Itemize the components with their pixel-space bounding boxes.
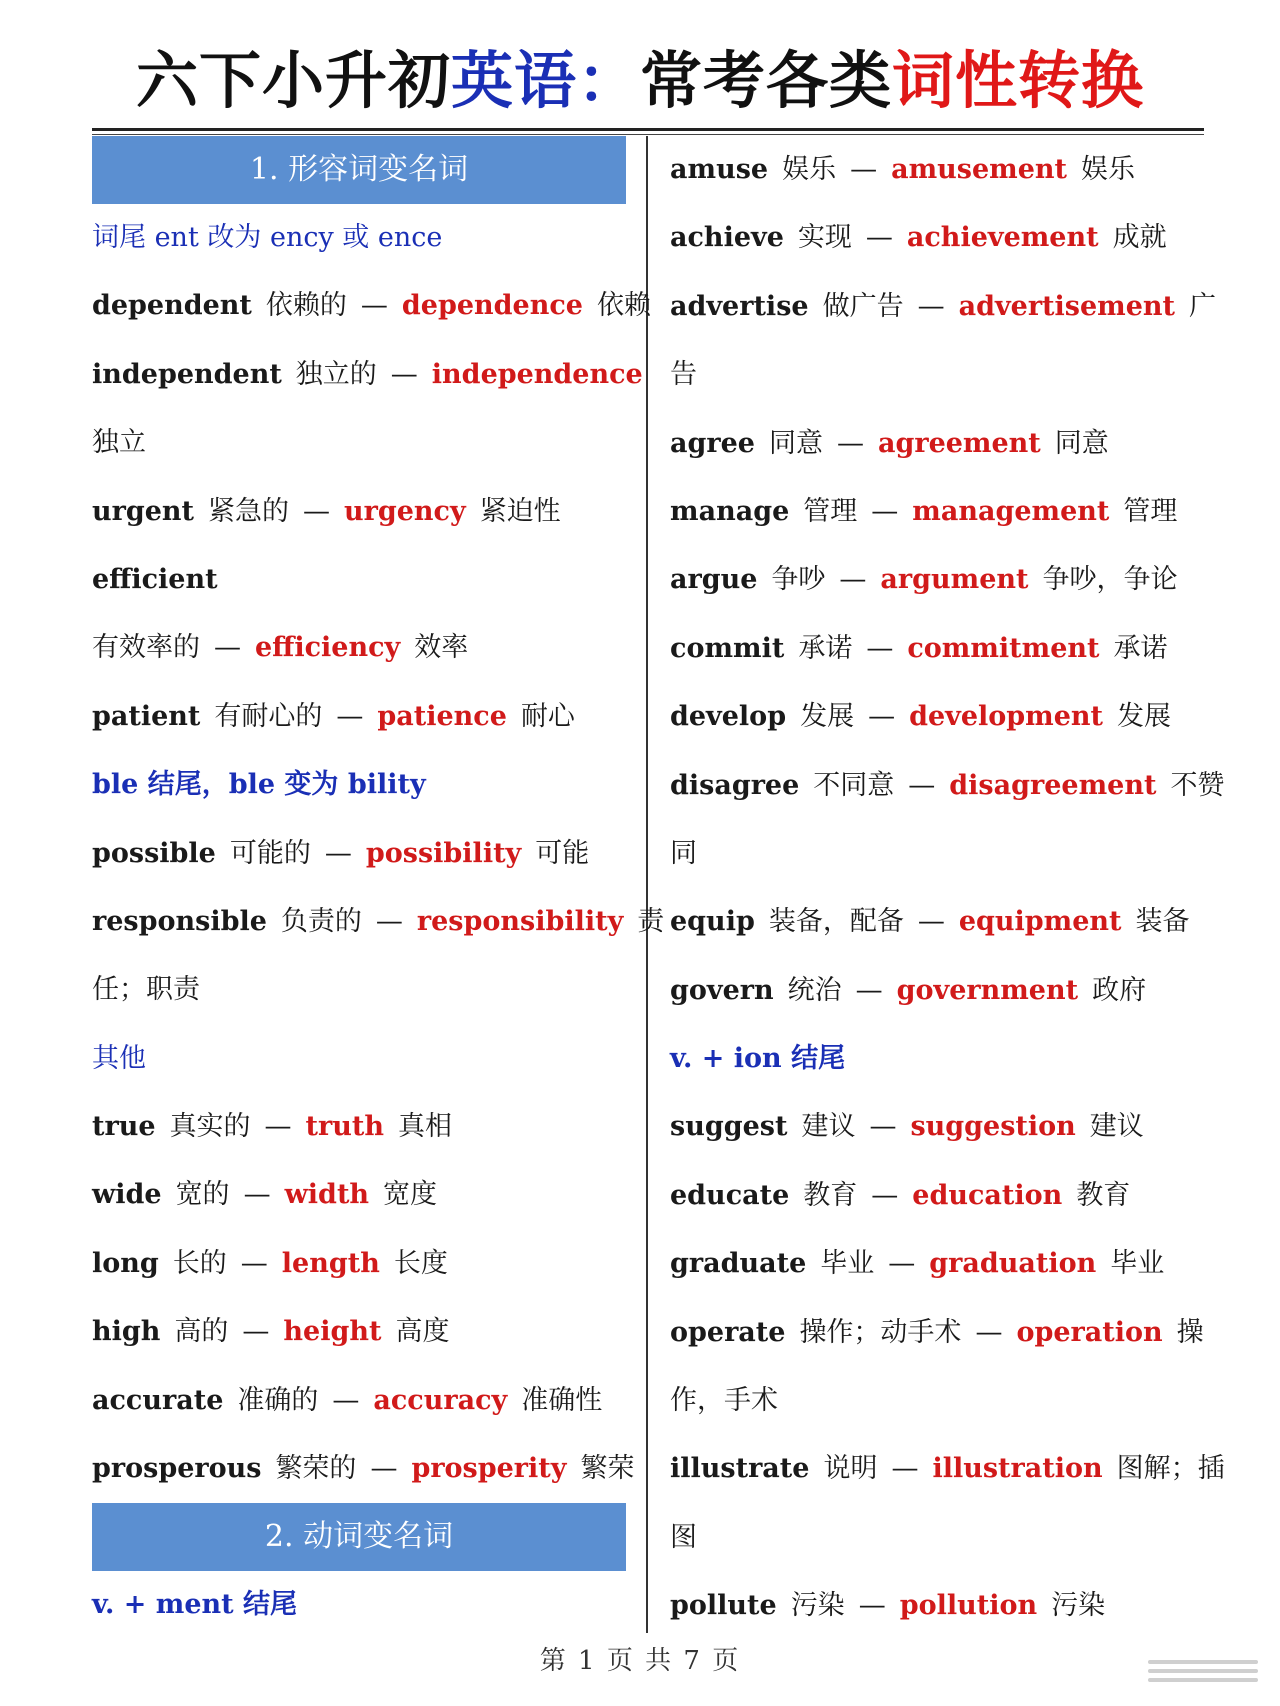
word-en: govern [670, 974, 774, 1006]
derived-word: height [283, 1316, 382, 1348]
wrap-line: 告 [670, 359, 697, 391]
derived-meaning: 争吵，争论 [1042, 564, 1178, 596]
derived-meaning: 教育 [1076, 1179, 1131, 1211]
derived-word: width [284, 1179, 370, 1211]
title-part-2: 英语： [450, 44, 640, 117]
word-zh: 教育 [803, 1179, 858, 1211]
word-en: advertise [670, 290, 809, 322]
derived-word: prosperity [411, 1453, 567, 1485]
section-header: 2. 动词变名词 [92, 1503, 626, 1571]
word-zh: 长的 [172, 1247, 227, 1279]
title-rule [92, 128, 1204, 131]
word-zh: 真实的 [169, 1111, 251, 1143]
derived-meaning: 操 [1176, 1316, 1204, 1348]
rule-subheading: ble 结尾，ble 变为 bility [92, 769, 426, 801]
dash: — [214, 632, 241, 664]
word-en: long [92, 1247, 159, 1279]
word-zh: 做广告 [822, 290, 904, 322]
wrap-line: 同 [670, 837, 697, 869]
word-row [92, 272, 651, 340]
word-en: illustrate [670, 1453, 810, 1485]
word-row [92, 1093, 626, 1161]
derived-word: suggestion [910, 1111, 1076, 1143]
word-en: accurate [92, 1384, 224, 1416]
dash: — [871, 1179, 899, 1211]
right-column [670, 136, 1225, 1641]
wrap-line: 任；职责 [92, 974, 200, 1006]
word-row [92, 341, 643, 409]
word-row [92, 683, 626, 751]
word-zh: 不同意 [813, 769, 895, 801]
word-zh: 依赖的 [265, 290, 347, 322]
dash: — [324, 837, 352, 869]
page-title [0, 38, 1280, 124]
word-row [92, 546, 626, 614]
dash: — [888, 1248, 916, 1280]
word-row [670, 1093, 1210, 1161]
word-en: true [92, 1111, 156, 1143]
derived-word: achievement [906, 222, 1099, 254]
derived-meaning: 耐心 [520, 700, 575, 732]
derived-meaning: 不赞 [1170, 769, 1225, 801]
word-zh: 同意 [768, 427, 823, 459]
dash: — [264, 1111, 292, 1143]
word-zh: 有效率的 [92, 632, 200, 664]
word-en: patient [92, 700, 201, 732]
word-row [92, 1230, 626, 1298]
derived-word: advertisement [958, 290, 1175, 322]
word-en: efficient [92, 563, 218, 595]
derived-meaning: 依赖 [596, 290, 651, 322]
word-zh: 有耐心的 [214, 700, 323, 732]
word-en: equip [670, 906, 755, 938]
dash: — [869, 1111, 897, 1143]
word-row [92, 1161, 626, 1229]
rule-subheading: v. + ment 结尾 [92, 1589, 298, 1621]
word-row [92, 888, 665, 956]
word-row [670, 1230, 1210, 1298]
dash: — [375, 905, 403, 937]
word-en: commit [670, 632, 785, 664]
derived-meaning: 宽度 [383, 1179, 438, 1211]
dash: — [891, 1453, 919, 1485]
derived-word: illustration [932, 1453, 1103, 1485]
word-zh: 说明 [823, 1453, 878, 1485]
derived-word: amusement [891, 154, 1067, 185]
word-row [670, 478, 1210, 546]
derived-word: efficiency [255, 632, 401, 664]
derived-word: dependence [401, 290, 583, 322]
word-zh: 可能的 [229, 837, 311, 869]
dash: — [836, 427, 864, 459]
section-header: 1. 形容词变名词 [92, 136, 626, 204]
derived-word: development [909, 701, 1103, 733]
dash: — [917, 906, 945, 938]
word-en: manage [670, 495, 790, 527]
wrap-line: 图 [670, 1521, 697, 1553]
word-en: agree [670, 427, 755, 459]
word-row [92, 1435, 635, 1503]
derived-meaning: 紧迫性 [479, 495, 561, 527]
derived-meaning: 图解；插 [1116, 1453, 1225, 1485]
word-zh: 操作；动手术 [799, 1316, 962, 1348]
derived-meaning: 承诺 [1113, 632, 1168, 664]
derived-word: responsibility [416, 905, 624, 937]
derived-meaning: 污染 [1051, 1590, 1106, 1622]
word-en: pollute [670, 1590, 777, 1622]
word-row [92, 1298, 626, 1366]
word-row [670, 410, 1210, 478]
word-zh: 发展 [800, 701, 855, 733]
dash: — [303, 495, 331, 527]
word-row [670, 752, 1225, 820]
word-zh: 毕业 [820, 1248, 875, 1280]
derived-word: truth [305, 1111, 384, 1143]
word-row [92, 1367, 626, 1435]
dash: — [243, 1179, 271, 1211]
word-en: prosperous [92, 1453, 262, 1485]
derived-word: length [281, 1247, 380, 1279]
dash: — [858, 1590, 886, 1622]
word-row [92, 478, 626, 546]
word-en: wide [92, 1179, 162, 1211]
word-en: high [92, 1316, 161, 1348]
derived-word: agreement [877, 427, 1041, 459]
dash: — [332, 1384, 360, 1416]
title-part-4: 词性转换 [892, 44, 1145, 117]
derived-word: patience [377, 700, 507, 732]
word-en: disagree [670, 769, 800, 801]
derived-word: equipment [958, 906, 1122, 938]
word-en: independent [92, 358, 282, 390]
derived-word: operation [1016, 1316, 1163, 1348]
word-zh: 实现 [797, 222, 852, 254]
title-rule-thin [92, 134, 1204, 135]
dash: — [871, 495, 899, 527]
dash: — [370, 1453, 398, 1485]
word-en: educate [670, 1179, 790, 1211]
rule-subheading: v. + ion 结尾 [670, 1043, 846, 1075]
derived-meaning: 成就 [1112, 222, 1167, 254]
word-row [670, 1572, 1210, 1640]
derived-meaning: 可能 [535, 837, 590, 869]
derived-meaning: 同意 [1054, 427, 1109, 459]
word-en: suggest [670, 1111, 788, 1143]
word-zh: 承诺 [798, 632, 853, 664]
dash: — [855, 974, 883, 1006]
derived-meaning: 管理 [1123, 495, 1178, 527]
dash: — [240, 1247, 268, 1279]
derived-meaning: 娱乐 [1081, 154, 1135, 185]
dash: — [865, 222, 893, 254]
word-zh: 紧急的 [208, 495, 290, 527]
derived-meaning: 繁荣 [580, 1453, 635, 1485]
derived-word: graduation [929, 1248, 1097, 1280]
derived-word: independence [431, 358, 643, 390]
word-row [670, 1435, 1225, 1503]
derived-meaning: 高度 [395, 1316, 450, 1348]
derived-meaning: 真相 [397, 1111, 452, 1143]
dash: — [975, 1316, 1003, 1348]
wrap-line: 独立 [92, 427, 146, 459]
word-en: possible [92, 837, 216, 869]
word-zh: 建议 [801, 1111, 856, 1143]
word-zh: 污染 [790, 1590, 845, 1622]
word-en: argue [670, 564, 758, 596]
derived-meaning: 准确性 [521, 1384, 603, 1416]
derived-word: disagreement [949, 769, 1157, 801]
derived-word: commitment [907, 632, 1100, 664]
word-row [670, 204, 1210, 272]
derived-meaning: 效率 [414, 632, 469, 664]
wrap-line: 作，手术 [670, 1385, 778, 1417]
derived-meaning: 广 [1189, 290, 1216, 322]
title-part-1: 六下小升初 [135, 44, 451, 117]
word-zh: 负责的 [280, 905, 362, 937]
derived-meaning: 装备 [1135, 906, 1190, 938]
page-footer: 第 1 页 共 7 页 [539, 1646, 741, 1676]
word-zh: 管理 [803, 495, 858, 527]
left-column [92, 136, 665, 1640]
word-row [670, 683, 1210, 751]
word-en: responsible [92, 905, 267, 937]
derived-meaning: 毕业 [1110, 1248, 1165, 1280]
derived-meaning: 建议 [1089, 1111, 1144, 1143]
word-row [670, 136, 1210, 204]
derived-meaning: 政府 [1092, 974, 1147, 1006]
rule-subheading: 其他 [92, 1042, 146, 1074]
rule-subheading: 词尾 ent 改为 ency 或 ence [92, 222, 443, 253]
word-en: operate [670, 1316, 786, 1348]
dash: — [868, 701, 896, 733]
word-row [670, 615, 1210, 683]
word-row [670, 957, 1210, 1025]
word-zh: 娱乐 [782, 154, 837, 185]
word-zh: 繁荣的 [275, 1453, 357, 1485]
column-divider [646, 136, 648, 1633]
word-zh: 独立的 [295, 358, 377, 390]
derived-word: argument [880, 564, 1029, 596]
dash: — [839, 564, 867, 596]
watermark-lines-icon [1148, 1655, 1258, 1685]
derived-word: possibility [365, 837, 522, 869]
derived-word: management [912, 495, 1110, 527]
derived-word: pollution [899, 1590, 1038, 1622]
dash: — [866, 632, 894, 664]
word-en: develop [670, 701, 787, 733]
dash: — [917, 290, 945, 322]
word-zh: 装备，配备 [768, 906, 904, 938]
dash: — [360, 290, 388, 322]
word-en: amuse [670, 154, 769, 185]
word-zh: 宽的 [175, 1179, 230, 1211]
dash: — [242, 1316, 270, 1348]
word-zh: 统治 [787, 974, 842, 1006]
word-en: dependent [92, 290, 252, 322]
word-zh: 准确的 [237, 1384, 319, 1416]
word-row [670, 1299, 1210, 1367]
derived-word: urgency [344, 495, 466, 527]
dash: — [850, 154, 878, 185]
word-row [670, 273, 1216, 341]
dash: — [336, 700, 364, 732]
derived-word: accuracy [373, 1384, 508, 1416]
word-en: urgent [92, 495, 195, 527]
word-en: achieve [670, 222, 784, 254]
word-zh: 高的 [174, 1316, 229, 1348]
word-row [670, 546, 1210, 614]
word-row [670, 888, 1210, 956]
dash: — [390, 358, 418, 390]
derived-word: education [912, 1179, 1063, 1211]
derived-word: government [896, 974, 1079, 1006]
derived-meaning: 发展 [1117, 701, 1171, 733]
derived-meaning: 责 [637, 905, 665, 937]
word-en: graduate [670, 1248, 807, 1280]
word-row [670, 1162, 1210, 1230]
word-zh: 争吵 [771, 564, 826, 596]
title-part-3: 常考各类 [640, 44, 893, 117]
derived-meaning: 长度 [393, 1247, 448, 1279]
dash: — [908, 769, 936, 801]
word-row [92, 820, 626, 888]
word-row [92, 614, 626, 682]
